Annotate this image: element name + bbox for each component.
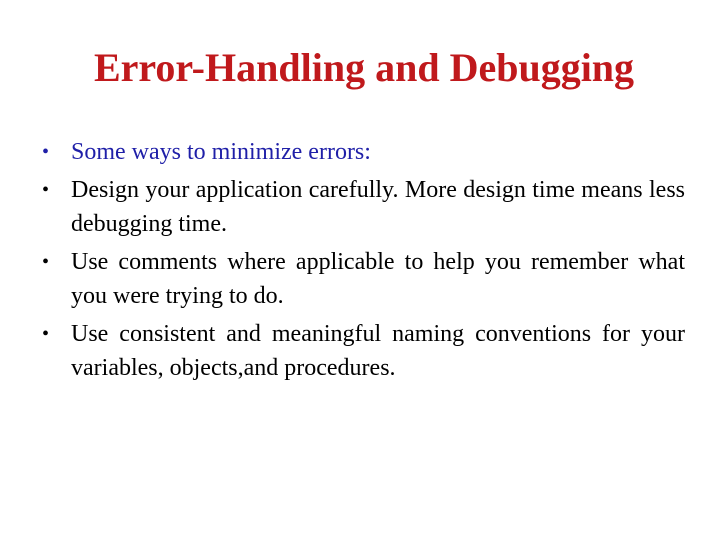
bullet-text: Some ways to minimize errors: <box>71 139 371 165</box>
bullet-list <box>42 135 685 389</box>
bullet-marker: • <box>42 323 50 345</box>
bullet-text: Use consistent and meaningful naming conventions for your variables, objects,and procedures. <box>71 321 685 381</box>
bullet-marker: • <box>42 251 50 273</box>
bullet-item-4 <box>42 317 685 385</box>
bullet-item-1 <box>42 135 685 169</box>
bullet-marker: • <box>42 179 50 201</box>
bullet-item-3 <box>42 245 685 313</box>
bullet-marker: • <box>42 141 50 163</box>
bullet-text: Use comments where applicable to help you remember what you were trying to do. <box>71 249 685 309</box>
bullet-item-2 <box>42 173 685 241</box>
slide-title: Error-Handling and Debugging <box>93 45 635 90</box>
bullet-text: Design your application carefully. More design time means less debugging time. <box>71 177 685 237</box>
